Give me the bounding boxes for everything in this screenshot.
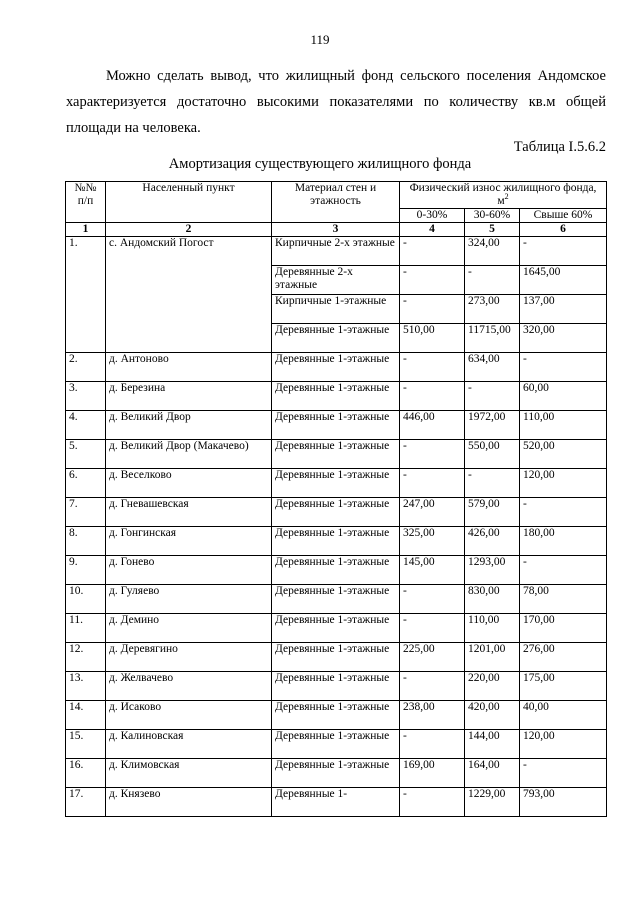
page-number: 119 [310, 32, 330, 47]
wall-material: Деревянные 1-этажные [272, 527, 400, 556]
row-number: 15. [66, 730, 106, 759]
row-number: 7. [66, 498, 106, 527]
header-wear-unit: 2 [504, 192, 509, 202]
wall-material: Деревянные 1-этажные [272, 411, 400, 440]
wall-material: Деревянные 1-этажные [272, 701, 400, 730]
wear-30-60-value: 420,00 [465, 701, 520, 730]
wear-0-30-value: - [400, 585, 465, 614]
wear-60-value: 175,00 [520, 672, 607, 701]
housing-depreciation-table [65, 181, 607, 817]
wear-30-60-value: 220,00 [465, 672, 520, 701]
row-number: 2. [66, 353, 106, 382]
wear-60-value: - [520, 556, 607, 585]
wear-0-30-value: 446,00 [400, 411, 465, 440]
wear-60-value: 110,00 [520, 411, 607, 440]
place-name: д. Великий Двор (Макачево) [106, 440, 272, 469]
wear-30-60-value: 579,00 [465, 498, 520, 527]
table-row [66, 730, 607, 759]
wear-60-value: 793,00 [520, 788, 607, 817]
table-row [66, 498, 607, 527]
wall-material: Деревянные 2-х этажные [272, 266, 400, 295]
wear-60-value: 276,00 [520, 643, 607, 672]
wear-0-30-value: - [400, 382, 465, 411]
table-row [66, 556, 607, 585]
wear-60-value: 520,00 [520, 440, 607, 469]
row-number: 10. [66, 585, 106, 614]
wear-30-60-value: - [465, 469, 520, 498]
wear-30-60-value: 164,00 [465, 759, 520, 788]
wear-60-value: 180,00 [520, 527, 607, 556]
wall-material: Деревянные 1-этажные [272, 324, 400, 353]
wall-material: Деревянные 1-этажные [272, 498, 400, 527]
wear-0-30-value: - [400, 672, 465, 701]
wear-30-60-value: 426,00 [465, 527, 520, 556]
place-name: д. Великий Двор [106, 411, 272, 440]
wear-60-value: - [520, 498, 607, 527]
wear-30-60-value: 144,00 [465, 730, 520, 759]
row-number: 12. [66, 643, 106, 672]
wear-0-30-value: - [400, 469, 465, 498]
wear-30-60-value: 1201,00 [465, 643, 520, 672]
wear-30-60-value: - [465, 382, 520, 411]
wall-material: Деревянные 1-этажные [272, 759, 400, 788]
wear-60-value: - [520, 353, 607, 382]
place-name: д. Демино [106, 614, 272, 643]
row-number: 3. [66, 382, 106, 411]
wear-30-60-value: 1293,00 [465, 556, 520, 585]
wear-0-30-value: 145,00 [400, 556, 465, 585]
header-material: Материал стен и этажность [272, 182, 400, 223]
body-paragraph: Можно сделать вывод, что жилищный фонд сельского поселения Андомское характеризуется достаточно высокими показателями по количеству кв.м общей площади на человека. [66, 68, 606, 136]
wear-0-30-value: 169,00 [400, 759, 465, 788]
wear-30-60-value: 324,00 [465, 237, 520, 266]
place-name: д. Березина [106, 382, 272, 411]
place-name: д. Гуляево [106, 585, 272, 614]
wear-60-value: 120,00 [520, 469, 607, 498]
col-number: 4 [400, 223, 465, 237]
place-name: д. Деревягино [106, 643, 272, 672]
table-row [66, 643, 607, 672]
wall-material: Кирпичные 2-х этажные [272, 237, 400, 266]
wear-0-30-value: - [400, 788, 465, 817]
wear-0-30-value: - [400, 614, 465, 643]
table-row [66, 237, 607, 266]
table-row [66, 440, 607, 469]
wear-60-value: 137,00 [520, 295, 607, 324]
row-number: 8. [66, 527, 106, 556]
row-number: 17. [66, 788, 106, 817]
wear-0-30-value: - [400, 266, 465, 295]
col-number: 3 [272, 223, 400, 237]
wall-material: Деревянные 1-этажные [272, 730, 400, 759]
wear-30-60-value: 11715,00 [465, 324, 520, 353]
place-name: д. Гневашевская [106, 498, 272, 527]
header-wear-text: Физический износ жилищного фонда, м [409, 182, 597, 207]
row-number: 9. [66, 556, 106, 585]
header-wear-60: Свыше 60% [520, 209, 607, 223]
table-row [66, 353, 607, 382]
table-row [66, 701, 607, 730]
wear-60-value: 1645,00 [520, 266, 607, 295]
wear-0-30-value: - [400, 730, 465, 759]
wear-0-30-value: 247,00 [400, 498, 465, 527]
col-number: 1 [66, 223, 106, 237]
wear-0-30-value: - [400, 295, 465, 324]
wear-60-value: 60,00 [520, 382, 607, 411]
wear-30-60-value: 1972,00 [465, 411, 520, 440]
table-row [66, 411, 607, 440]
wall-material: Деревянные 1-этажные [272, 643, 400, 672]
place-name: д. Гонево [106, 556, 272, 585]
wear-60-value: 40,00 [520, 701, 607, 730]
wear-60-value: 320,00 [520, 324, 607, 353]
place-name: д. Гонгинская [106, 527, 272, 556]
col-number: 2 [106, 223, 272, 237]
place-name: с. Андомский Погост [106, 237, 272, 353]
wear-30-60-value: 110,00 [465, 614, 520, 643]
wear-60-value: - [520, 759, 607, 788]
wall-material: Деревянные 1-этажные [272, 382, 400, 411]
table-row [66, 672, 607, 701]
place-name: д. Князево [106, 788, 272, 817]
wear-60-value: 120,00 [520, 730, 607, 759]
wall-material: Деревянные 1-этажные [272, 469, 400, 498]
wear-30-60-value: 830,00 [465, 585, 520, 614]
wear-30-60-value: 634,00 [465, 353, 520, 382]
place-name: д. Исаково [106, 701, 272, 730]
col-number: 6 [520, 223, 607, 237]
wear-0-30-value: 325,00 [400, 527, 465, 556]
place-name: д. Калиновская [106, 730, 272, 759]
wall-material: Кирпичные 1-этажные [272, 295, 400, 324]
table-title: Амортизация существующего жилищного фонда [168, 156, 472, 172]
row-number: 1. [66, 237, 106, 353]
wall-material: Деревянные 1-этажные [272, 672, 400, 701]
row-number: 4. [66, 411, 106, 440]
wall-material: Деревянные 1-этажные [272, 556, 400, 585]
wall-material: Деревянные 1-этажные [272, 440, 400, 469]
wear-0-30-value: 225,00 [400, 643, 465, 672]
row-number: 6. [66, 469, 106, 498]
wear-60-value: 78,00 [520, 585, 607, 614]
row-number: 14. [66, 701, 106, 730]
row-number: 5. [66, 440, 106, 469]
place-name: д. Климовская [106, 759, 272, 788]
wear-60-value: 170,00 [520, 614, 607, 643]
wear-0-30-value: - [400, 440, 465, 469]
wall-material: Деревянные 1-этажные [272, 614, 400, 643]
table-label: Таблица I.5.6.2 [513, 139, 606, 155]
place-name: д. Веселково [106, 469, 272, 498]
row-number: 16. [66, 759, 106, 788]
place-name: д. Антоново [106, 353, 272, 382]
header-num: №№ п/п [66, 182, 106, 223]
wall-material: Деревянные 1-этажные [272, 585, 400, 614]
row-number: 11. [66, 614, 106, 643]
wear-0-30-value: - [400, 237, 465, 266]
wall-material: Деревянные 1-этажные [272, 353, 400, 382]
wear-0-30-value: - [400, 353, 465, 382]
table-row [66, 585, 607, 614]
wear-30-60-value: 273,00 [465, 295, 520, 324]
wear-30-60-value: - [465, 266, 520, 295]
header-wear [400, 182, 607, 209]
col-number: 5 [465, 223, 520, 237]
table-row [66, 788, 607, 817]
wear-0-30-value: 510,00 [400, 324, 465, 353]
header-place: Населенный пункт [106, 182, 272, 223]
header-wear-30-60: 30-60% [465, 209, 520, 223]
wear-30-60-value: 1229,00 [465, 788, 520, 817]
table-row [66, 382, 607, 411]
place-name: д. Желвачево [106, 672, 272, 701]
wear-30-60-value: 550,00 [465, 440, 520, 469]
table-row [66, 614, 607, 643]
wear-0-30-value: 238,00 [400, 701, 465, 730]
table-row [66, 759, 607, 788]
table-row [66, 469, 607, 498]
table-row [66, 527, 607, 556]
header-wear-0-30: 0-30% [400, 209, 465, 223]
row-number: 13. [66, 672, 106, 701]
wall-material: Деревянные 1- [272, 788, 400, 817]
wear-60-value: - [520, 237, 607, 266]
